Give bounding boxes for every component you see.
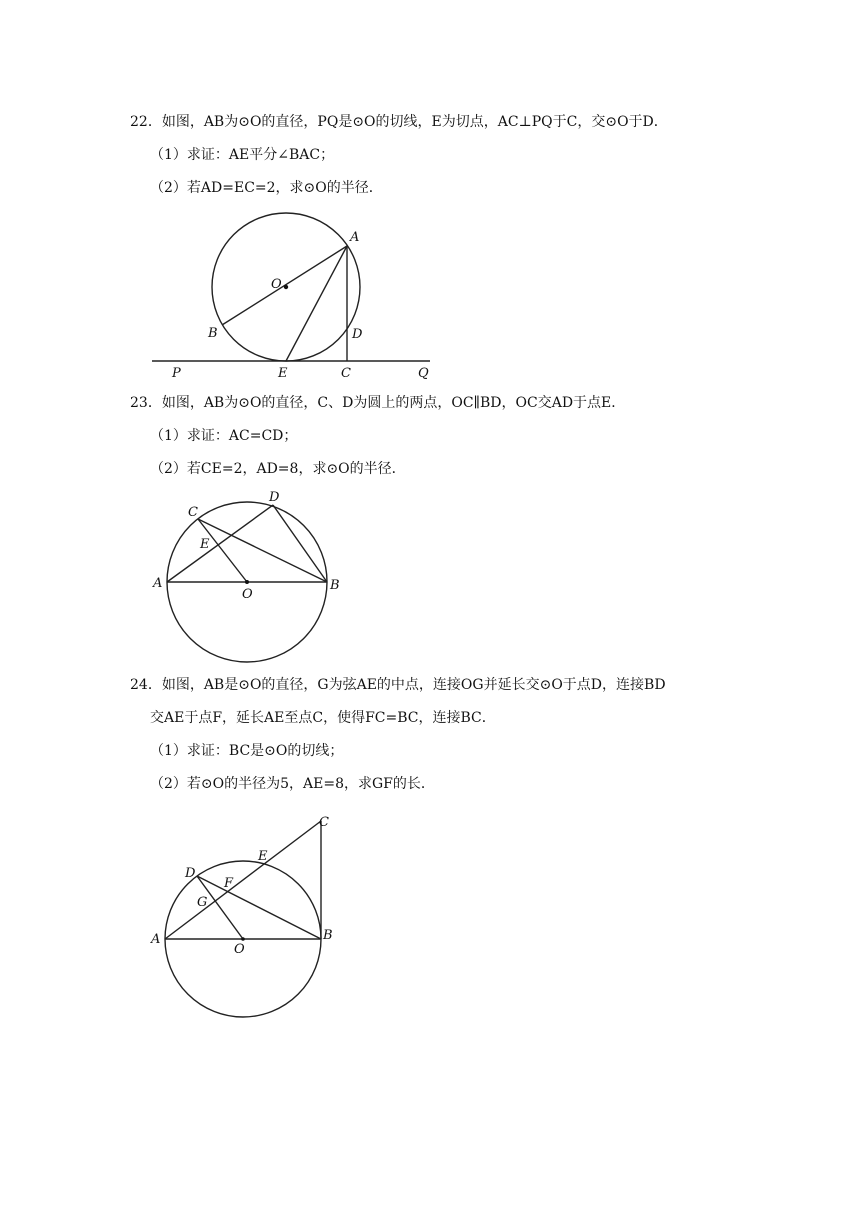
label-e: E bbox=[200, 537, 210, 552]
label-a: A bbox=[350, 230, 360, 245]
problem-24-part-1: （1）求证：BC是⊙O的切线； bbox=[150, 743, 344, 759]
problem-23-part-1: （1）求证：AC=CD； bbox=[150, 428, 298, 444]
problem-23-stem: 23．如图，AB为⊙O的直径，C、D为圆上的两点，OC∥BD，OC交AD于点E． bbox=[130, 395, 626, 411]
label-b: B bbox=[208, 326, 218, 341]
problem-24-stem: 24．如图，AB是⊙O的直径，G为弦AE的中点，连接OG并延长交⊙O于点D，连接BD bbox=[130, 677, 666, 693]
problem-23-part-2: （2）若CE=2，AD=8，求⊙O的半径． bbox=[150, 461, 406, 477]
label-c: C bbox=[319, 815, 329, 830]
label-d: D bbox=[269, 490, 280, 505]
label-g: G bbox=[197, 895, 208, 910]
label-c: C bbox=[341, 366, 351, 381]
label-q: Q bbox=[418, 366, 429, 381]
problem-22-stem: 22．如图，AB为⊙O的直径，PQ是⊙O的切线，E为切点，AC⊥PQ于C，交⊙O于D． bbox=[130, 114, 668, 130]
label-c: C bbox=[188, 505, 198, 520]
label-a: A bbox=[153, 576, 163, 591]
label-b: B bbox=[330, 578, 340, 593]
label-f: F bbox=[224, 876, 234, 891]
problem-22-part-1: （1）求证：AE平分∠BAC； bbox=[150, 147, 335, 163]
label-d: D bbox=[352, 327, 363, 342]
center-point bbox=[241, 937, 245, 941]
segment-db bbox=[197, 876, 321, 939]
label-b: B bbox=[323, 928, 333, 943]
problem-24-stem-continued: 交AE于点F，延长AE至点C，使得FC=BC，连接BC． bbox=[150, 710, 496, 726]
label-a: A bbox=[151, 932, 161, 947]
label-p: P bbox=[172, 366, 181, 381]
label-o: O bbox=[242, 587, 253, 602]
label-e: E bbox=[278, 366, 288, 381]
label-o: O bbox=[271, 277, 282, 292]
label-d: D bbox=[185, 866, 196, 881]
label-o: O bbox=[234, 942, 245, 957]
problem-24-part-2: （2）若⊙O的半径为5，AE=8，求GF的长． bbox=[150, 776, 435, 792]
problem-22-part-2: （2）若AD=EC=2，求⊙O的半径． bbox=[150, 180, 383, 196]
label-e: E bbox=[258, 849, 268, 864]
